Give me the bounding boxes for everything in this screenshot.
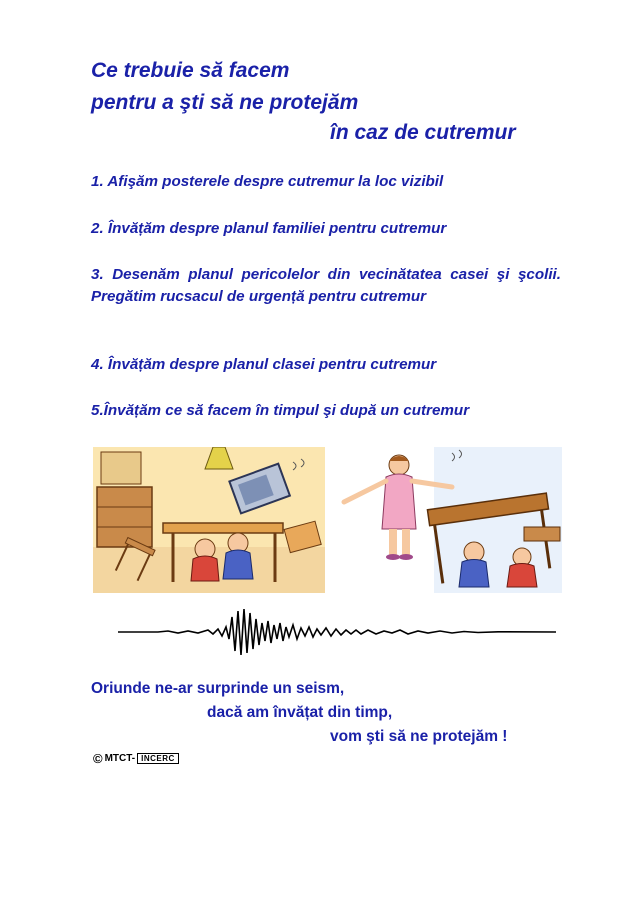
closing-line-1: Oriunde ne-ar surprinde un seism, [91, 680, 345, 697]
title-line-2: pentru a şti să ne protejăm [91, 91, 359, 114]
copyright-notice [93, 751, 179, 766]
closing-line-2: dacă am învățat din timp, [207, 704, 393, 721]
copyright-symbol: © [93, 751, 103, 766]
item-2: 2. Învățăm despre planul familiei pentru cutremur [91, 220, 447, 237]
item-5: 5.Învățăm ce să facem în timpul şi după un cutremur [91, 402, 470, 419]
closing-line-3: vom şti să ne protejăm ! [330, 728, 508, 745]
incerc-logo: INCERC [137, 753, 179, 764]
title-line-1: Ce trebuie să facem [91, 59, 290, 82]
item-1: 1. Afişăm posterele despre cutremur la loc vizibil [91, 173, 444, 190]
title-line-3: în caz de cutremur [330, 121, 516, 144]
earthquake-room-illustration [93, 447, 325, 593]
copyright-org: MTCT- [104, 753, 136, 764]
seismogram-graphic [118, 603, 556, 661]
item-3: 3. Desenăm planul pericolelor din vecinătatea casei şi şcolii. Pregătim rucsacul de urgență pentru cutremur [91, 266, 561, 305]
item-4: 4. Învățăm despre planul clasei pentru cutremur [91, 356, 437, 373]
earthquake-classroom-illustration [334, 447, 562, 593]
